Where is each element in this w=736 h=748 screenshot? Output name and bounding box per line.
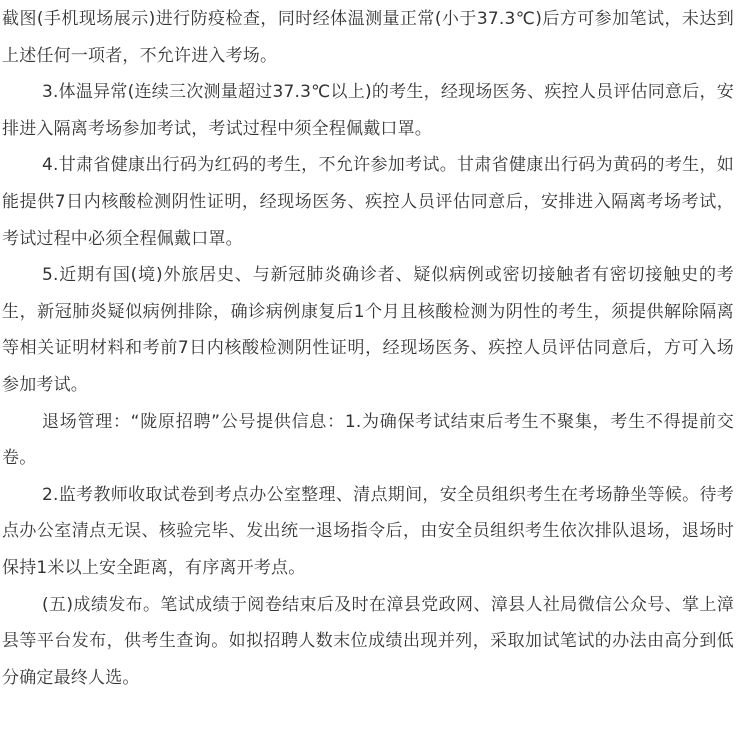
paragraph-4: 5.近期有国(境)外旅居史、与新冠肺炎确诊者、疑似病例或密切接触者有密切接触史的考生，新冠肺炎疑似病例排除，确诊病例康复后1个月且核酸检测为阴性的考生，须提供解除隔离等相关证明材料和考前7日内核酸检测阴性证明，经现场医务、疾控人员评估同意后，方可入场参加考试。 (2, 265, 734, 395)
paragraph-1: 截图(手机现场展示)进行防疫检查，同时经体温测量正常(小于37.3℃)后方可参加笔试，未达到上述任何一项者，不允许进入考场。 (2, 9, 734, 66)
paragraph-6: 2.监考教师收取试卷到考点办公室整理、清点期间，安全员组织考生在考场静坐等候。待考点办公室清点无误、核验完毕、发出统一退场指令后，由安全员组织考生依次排队退场，退场时保持1米以上安全距离，有序离开考点。 (2, 484, 734, 578)
paragraph-3: 4.甘肃省健康出行码为红码的考生，不允许参加考试。甘肃省健康出行码为黄码的考生，如能提供7日内核酸检测阴性证明，经现场医务、疾控人员评估同意后，安排进入隔离考场考试，考试过程中必须全程佩戴口罩。 (2, 155, 734, 249)
document-body (0, 1, 736, 748)
paragraph-5: 退场管理：“陇原招聘”公号提供信息：1.为确保考试结束后考生不聚集，考生不得提前交卷。 (2, 411, 734, 469)
paragraph-7: (五)成绩发布。笔试成绩于阅卷结束后及时在漳县党政网、漳县人社局微信公众号、掌上漳县等平台发布，供考生查询。如拟招聘人数末位成绩出现并列，采取加试笔试的办法由高分到低分确定最终人选。 (2, 594, 734, 688)
paragraph-2: 3.体温异常(连续三次测量超过37.3℃以上)的考生，经现场医务、疾控人员评估同意后，安排进入隔离考场参加考试，考试过程中须全程佩戴口罩。 (2, 82, 734, 139)
